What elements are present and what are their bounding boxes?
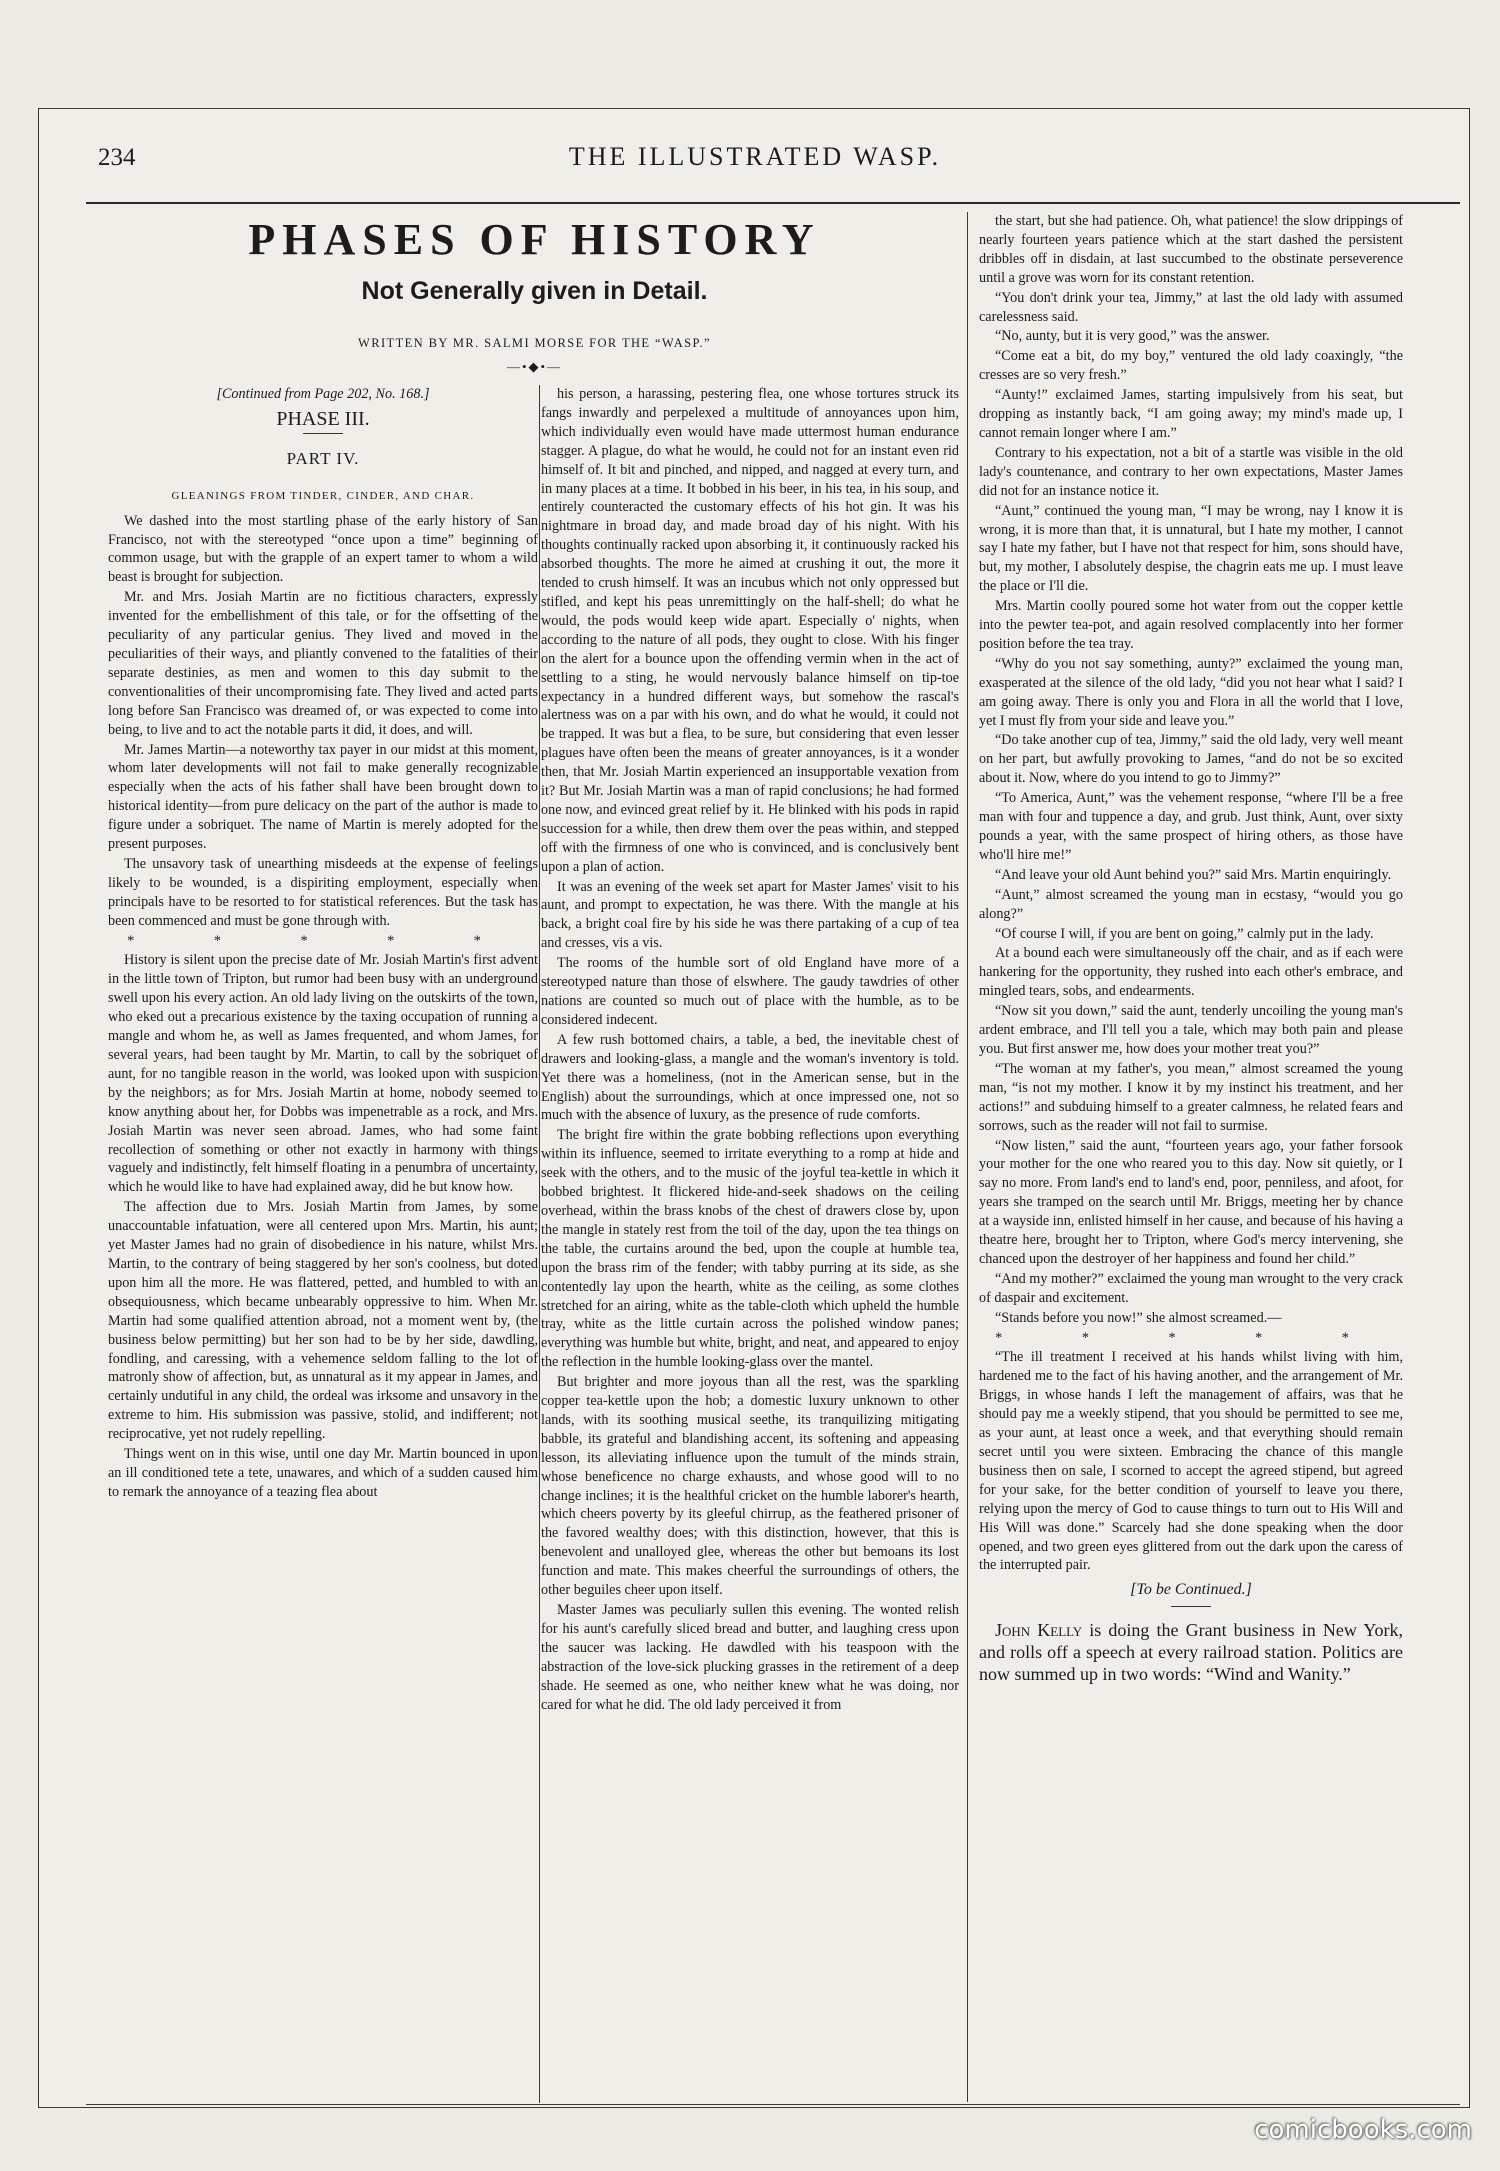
paragraph: It was an evening of the week set apart for Master James' visit to his aunt, and prompt to expectation, he was there. With the mangle at his back, a bright coal fire by his side he was there partaking of a cup of tea and cresses, vis a vis.: [541, 878, 959, 952]
right-body: [979, 212, 1403, 1328]
section-break-2: * * * * *: [995, 1329, 1387, 1346]
right-body-continued: [979, 1348, 1403, 1575]
page-number: 234: [98, 144, 136, 171]
part-heading: PART IV.: [286, 448, 360, 468]
paragraph: Mr. James Martin—a noteworthy tax payer in our midst at this moment, whom later developments will not fail to make generally recognizable especially when the acts of his father shall have been brought down to historical identity—from pure delicacy on the part of the author is made to figure under a sobriquet. The name of Martin is merely adopted for the present purposes.: [108, 741, 538, 853]
paragraph: the start, but she had patience. Oh, what patience! the slow drippings of nearly fourteen years patience which at the start dashed the persistent dribbles off in disdain, at last succumbed to the obstinate perseverence until a grove was worn for its constant retention.: [979, 213, 1403, 286]
column-middle: [541, 385, 959, 2097]
article-byline: WRITTEN BY MR. SALMI MORSE FOR THE “WASP.”: [358, 336, 711, 350]
left-body-continued: [108, 951, 538, 1501]
column-divider-2: [967, 212, 968, 2102]
paragraph: “Stands before you now!” she almost screamed.—: [995, 1309, 1282, 1326]
paragraph: “Do take another cup of tea, Jimmy,” said the old lady, very well meant on her part, but awfully provoking to James, “and do not be so excited about it. Now, where do you intend to go to Jimmy?”: [979, 732, 1403, 787]
paragraph: “Why do you not say something, aunty?” exclaimed the young man, exasperated at the silence of the old lady, “did you not hear what I said? I am going away. There is only you and Flora in all the world that I love, yet I must fly from your side and leave you.”: [979, 655, 1403, 729]
middle-body: [541, 385, 959, 1714]
section-subhead: GLEANINGS FROM TINDER, CINDER, AND CHAR.: [171, 489, 475, 502]
page-header: [62, 138, 1448, 182]
phase-rule: [303, 433, 343, 434]
paragraph: “To America, Aunt,” was the vehement response, “where I'll be a free man with four and tuppence a day, and grub. Just think, Aunt, over sixty pounds a year, with the same prospect of hiring others, as those have who'll hire me!”: [979, 790, 1403, 863]
paragraph: The bright fire within the grate bobbing reflections upon everything within its influence, seemed to irritate everything to a romp at hide and seek with the others, and to the music of the joyful tea-kettle in which it bobbed brightest. It flickered hide-and-seek shadows on the ceiling overhead, within the brass knobs of the chest of drawers close by, upon the mangle in stately rest from the toil of the day, upon the tea things on the table, the curtains around the bed, upon the couple at humble tea, upon the brass rim of the fender; with tabby purring at its side, as she contentedly lay upon the hearth, white as the ceiling, as some clothes stretched for an airing, white as the table-cloth which upheld the humble tray, white as the little curtain across the polished window panes; everything was humble but white, bright, and neat, and appeared to enjoy the reflection in the humble looking-glass over the mantel.: [541, 1127, 959, 1371]
paragraph: Master James was peculiarly sullen this evening. The wonted relish for his aunt's carefully sliced bread and butter, and laughing cress upon the saucer was lacking. He dawdled with his teaspoon with the abstraction of the love-sick plucking grasses in the retirement of a deep shade. He seemed as one, who neither knew what he was doing, nor cared for what he did. The old lady perceived it from: [541, 1602, 959, 1713]
paragraph: Contrary to his expectation, not a bit of a startle was visible in the old lady's countenance, and contrary to her own expectations, Master James did not for an instance notice it.: [979, 444, 1403, 499]
continued-note: [Continued from Page 202, No. 168.]: [216, 386, 430, 402]
article-heading: [108, 212, 961, 382]
phase-heading: PHASE III.: [276, 407, 370, 430]
paragraph: “Now listen,” said the aunt, “fourteen years ago, your father forsook your mother for the one who reared you to this day. Now sit quietly, or I say no more. From land's end to land's end, poor, penniless, and afoot, for years she tramped on the search until Mr. Briggs, meeting her by chance at a wayside inn, enlisted himself in her cause, and because of his having a theatre here, brought her to Tripton, where God's mercy intervening, she chanced upon the destroyer of her happiness and found her child.”: [979, 1137, 1403, 1267]
paragraph: Mr. and Mrs. Josiah Martin are no fictitious characters, expressly invented for the embellishment of this tale, or for the offsetting of the peculiarity of any particular genius. They lived and moved in the peculiarities of their ways, and pliantly convened to the fatalities of their separate destinies, as men and women to this day submit to the conventionalities of their uncompromising fate. They lived and acted parts long before San Francisco was dreamed of, or was expected to come into being, to live and to act the notable parts it did, it does, and will.: [108, 589, 538, 738]
left-body: [108, 512, 538, 931]
kelly-lead: John Kelly: [995, 1620, 1083, 1641]
paragraph: A few rush bottomed chairs, a table, a bed, the inevitable chest of drawers and looking-glass, a mangle and the woman's inventory is told. Yet there was a homeliness, (not in the American sense, but in the English) about the surroundings, which at once impressed one, not so much with the absence of luxury, as the presence of rude comforts.: [541, 1031, 959, 1124]
paragraph: “Aunty!” exclaimed James, starting impulsively from his seat, but dropping as instantly back, “I am going away; my mind's made up, I cannot remain longer where I am.”: [979, 387, 1403, 441]
paragraph: The affection due to Mrs. Josiah Martin from James, by some unaccountable infatuation, were all centered upon Mrs. Martin, his aunt; yet Master James had no grain of disobedience in his nature, whilst Mrs. Martin, to the contrary of being staggered by her son's coolness, but doted upon him all the more. He was flattered, petted, and humbled to with an obsequiousness, which became unbearably oppressive to him. When Mr. Martin had some qualified attention abroad, not a moment went by, (the business below permitting) but her son had to be by her side, dawdling, fondling, and caressing, with a vehemence seldom falling to the lot of matronly show of affection, but, as unnatural as it my appear in James, and certainly undutiful in any child, the ordeal was irksome and unsavory in the extreme to him. His submission was passive, stolid, and indifferent; not reciprocative, yet not rudely repelling.: [108, 1199, 538, 1443]
paragraph: “And my mother?” exclaimed the young man wrought to the very crack of daspair and excitement.: [979, 1270, 1403, 1306]
bottom-rule: [86, 2104, 1460, 2105]
column-left: [108, 385, 538, 2097]
paragraph: “You don't drink your tea, Jimmy,” at last the old lady with assumed carelessness said.: [979, 289, 1403, 325]
column-right: [979, 212, 1403, 2097]
paragraph: Mrs. Martin coolly poured some hot water from out the copper kettle into the pewter tea-pot, and again resolved complacently into her former position before the tea tray.: [979, 598, 1403, 652]
paragraph: Things went on in this wise, until one day Mr. Martin bounced in upon an ill conditioned tete a tete, unawares, and which of a sudden caused him to remark the annoyance of a teazing flea about: [108, 1446, 538, 1500]
paragraph: The unsavory task of unearthing misdeeds at the expense of feelings likely to be wounded, is a dispiriting employment, especially when principals have to be resorted to for statistical references. But the task has been commenced and must be gone through with.: [108, 855, 538, 929]
title-ornament: —•◆•—: [506, 359, 563, 374]
running-title: THE ILLUSTRATED WASP.: [568, 142, 942, 171]
paragraph: At a bound each were simultaneously off the chair, and as if each were hankering for the opportunity, they rushed into each other's embrace, and mingled tears, sobs, and endearments.: [979, 945, 1403, 1000]
kelly-item: [979, 1619, 1403, 1685]
paragraph: “No, aunty, but it is very good,” was the answer.: [995, 328, 1270, 345]
paragraph: “And leave your old Aunt behind you?” said Mrs. Martin enquiringly.: [995, 866, 1392, 883]
paragraph: “Aunt,” continued the young man, “I may be wrong, nay I know it is wrong, it is more than that, it is unnatural, but I hate my mother, I cannot say I hate my father, but I have not that respect for him, sons should have, but, my mother, I absolutely despise, the chagrin eats me up. I must leave the place or I'll die.: [979, 502, 1403, 595]
paragraph: “Come eat a bit, do my boy,” ventured the old lady coaxingly, “the cresses are so very fresh.”: [979, 348, 1403, 384]
article-title: PHASES OF HISTORY: [248, 215, 821, 264]
end-rule: [1171, 1606, 1211, 1607]
column-divider-1: [539, 385, 540, 2103]
paragraph: his person, a harassing, pestering flea, one whose tortures struck its fangs inwardly and perpelexed a multitude of annoyances upon him, which individually even would have made uttermost human endurance stagger. A plague, do what he would, he could not for an instant even rid himself of. It bit and pinched, and nipped, and nagged at every turn, and in many places at a time. It bobbed in his beer, in his tea, in his soup, and entirely counteracted the customary effects of his hot gin. It was his nightmare in broad day, and made broad day of his night. With his thoughts continually racked upon absorbing it, it continuously racked his absorbed thoughts. The more he aimed at crushing it out, the more it tended to crush himself. It was an incubus which not only oppressed but stifled, and kept his peas unremittingly on the half-shell; do what he would, the pods would keep wide apart. Especially o' nights, when according to the nature of all pods, they ought to close. With his finger on the alert for a bounce upon the offending vermin when in the act of settling to a sting, he would nervously balance himself on tip-toe expectancy in a hundred different ways, but somehow the rascal's alertness was on a par with his own, and do what he would, it could not be trapped. It was but a flea, to be sure, but considering that even lesser plagues have often been the means of greater annoyances, is it a wonder then, that Mr. Josiah Martin experienced an insupportable vexation from it? But Mr. Josiah Martin was a man of rapid conclusions; he had formed one now, and evinced great relief by it. He blinked with his pods in rapid succession for a while, then drew them over the peas within, and stepped off with the firmness of one who is convinced, and is conclusively bent upon a plan of action.: [541, 386, 959, 875]
paragraph: “Aunt,” almost screamed the young man in ecstasy, “would you go along?”: [979, 886, 1403, 922]
kelly-text: is doing the Grant business in New York, and rolls off a speech at every railroad station. Politics are now summed up in two words: “Wind and Wanity.”: [979, 1620, 1403, 1685]
article-subtitle: Not Generally given in Detail.: [361, 277, 708, 305]
paragraph: “The woman at my father's, you mean,” almost screamed the young man, “is not my mother. I know it by my instinct his treatment, and her actions!” and subduing himself to a greater calmness, he related fears and sorrows, such as the reader will not fail to surmise.: [979, 1060, 1403, 1134]
paragraph: We dashed into the most startling phase of the early history of San Francisco, not with the stereotyped “once upon a time” beginning of common usage, but with the grapple of an expert tamer to whom a wild beast is brought for subjection.: [108, 512, 538, 586]
watermark: comicbooks.com: [1254, 2115, 1472, 2145]
paragraph: History is silent upon the precise date of Mr. Josiah Martin's first advent in the little town of Tripton, but rumor had been busy with an underground swell upon his every action. An old lady living on the outskirts of the town, who eked out a precarious existence by the taxing occupation of running a mangle and whom he, as well as James frequented, and whom James, for several years, had been taught by Mr. Martin, to call by the sobriquet of aunt, for no tangible reason in the world, was looked upon with suspicion by the neighbors; as for Mrs. Josiah Martin at home, nobody seemed to know anything about her, for Dobbs was impenetrable as a rock, and Mrs. Josiah Martin was never seen abroad. James, who had some faint recollection of something or other not exactly in harmony with things vaguely and indistinctly, felt himself floating in a penumbra of uncertainty, which he would like to have had explained away, did he but know how.: [108, 952, 538, 1196]
header-rule: [86, 202, 1460, 204]
paragraph: “Now sit you down,” said the aunt, tenderly uncoiling the young man's ardent embrace, and I'll tell you a tale, which may both pain and please you. But first answer me, how does your mother treat you?”: [979, 1003, 1403, 1057]
paragraph: The rooms of the humble sort of old England have more of a stereotyped nature than those of elswhere. The gaudy tawdries of other nations are counted so much out of place with the humble, as to be considered indecent.: [541, 955, 959, 1028]
paragraph: But brighter and more joyous than all the rest, was the sparkling copper tea-kettle upon the hob; a domestic luxury unknown to other lands, with its soothing musical seethe, its tranquilizing mitigating babble, its grateful and blandishing accent, its softening and appeasing lesson, its alleviating influence upon the tumult of the minds strain, whose beneficence no charge exhausts, and whose good will to no change inclines; it is the healthful cricket on the humble laborer's hearth, which cheers poverty by its gleeful chirrup, as the feathered prisoner of the favored wealthy does; with this distinction, however, that this is benevolent and unalloyed glee, whereas the other but bemoans its lost function and mate. This makes cheerful the surroundings of others, the other beguiles cheer upon itself.: [541, 1374, 959, 1599]
section-break: * * * * *: [127, 932, 519, 949]
to-be-continued: [To be Continued.]: [1130, 1581, 1252, 1599]
paragraph: “Of course I will, if you are bent on going,” calmly put in the lady.: [995, 925, 1374, 942]
paragraph: “The ill treatment I received at his hands whilst living with him, hardened me to the fact of his having another, and the arrangement of Mr. Briggs, in whose hands I left the management of affairs, was that he should pay me a weekly stipend, that you should be permitted to see me, as your aunt, at least once a week, and that everything should remain secret until you were sixteen. Embracing the chance of this mangle business then on sale, I scorned to accept the agreed stipend, but agreed for your sake, for the better condition of yourself to leave you there, relying upon the mercy of God to cause things to turn out to His Will and His Will was done.” Scarcely had she done speaking when the door opened, and two green eyes glittered from out the dark upon the caress of the interrupted pair.: [979, 1349, 1403, 1574]
